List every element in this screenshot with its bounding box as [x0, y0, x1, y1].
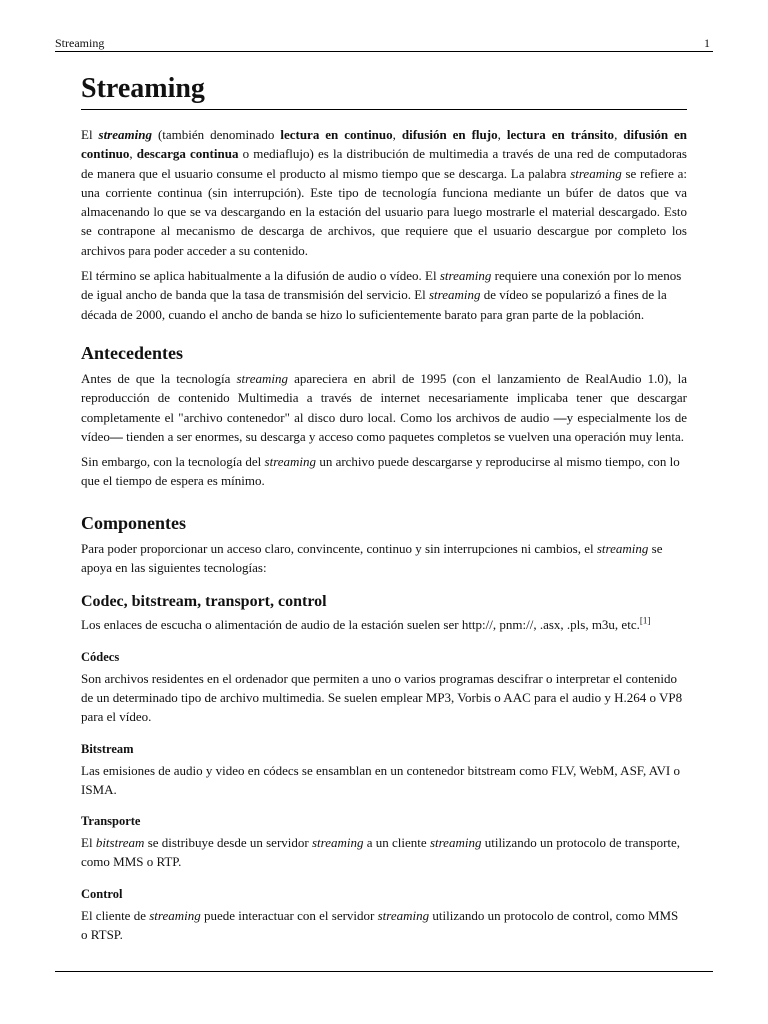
- italic-term: bitstream: [95, 835, 145, 851]
- bold-term: —: [109, 428, 123, 444]
- italic-term: streaming: [377, 907, 430, 923]
- footer-rule: [55, 971, 713, 972]
- intro-paragraph-2: El término se aplica habitualmente a la difusión de audio o vídeo. El streaming requiere una conexión por lo menos de igual ancho de banda que la tasa de transmisión del servicio. El streaming de vídeo se popularizó a fines de la década de 2000, cuando el ancho de banda se hizo lo suficientemente barato para gran parte de la población.: [81, 268, 682, 322]
- article-title: Streaming: [81, 72, 687, 110]
- italic-term: streaming: [264, 454, 317, 470]
- article-body: [81, 72, 687, 944]
- componentes-paragraph-1: Para poder proporcionar un acceso claro, convincente, continuo y sin interrupciones ni cambios, el streaming se apoya en las siguientes tecnologías:: [81, 540, 663, 576]
- bold-term: descarga continua: [136, 146, 239, 162]
- subsection-heading-codec: Codec, bitstream, transport, control: [81, 593, 327, 611]
- running-header: [55, 36, 713, 51]
- bold-italic-term: streaming: [98, 127, 152, 142]
- italic-term: streaming: [429, 835, 482, 851]
- running-title: Streaming: [55, 36, 105, 50]
- section-heading-antecedentes: Antecedentes: [81, 342, 183, 363]
- codec-paragraph: Los enlaces de escucha o alimentación de audio de la estación suelen ser http://, pnm://, .asx, .pls, m3u, etc.[1]: [81, 616, 651, 633]
- italic-term: streaming: [439, 268, 492, 284]
- section-heading-componentes: Componentes: [81, 512, 187, 533]
- italic-term: streaming: [311, 835, 364, 851]
- heading-codecs: Códecs: [81, 649, 120, 664]
- italic-term: streaming: [429, 287, 481, 303]
- bold-term: difusión en flujo: [401, 127, 498, 142]
- header-rule: [55, 51, 713, 52]
- heading-transporte: Transporte: [81, 814, 141, 829]
- bold-term: lectura en continuo: [280, 127, 393, 142]
- codecs-paragraph: Son archivos residentes en el ordenador que permiten a uno o varios programas descifrar o interpretar el contenido de un determinado tipo de archivo multimedia. Se suelen emplear MP3, Vorbis o AAC para el audio y H.264 o VP8 para el vídeo.: [81, 670, 683, 725]
- italic-term: streaming: [570, 165, 622, 181]
- heading-control: Control: [81, 886, 123, 901]
- antecedentes-paragraph-1: Antes de que la tecnología streaming apareciera en abril de 1995 (con el lanzamiento de RealAudio 1.0), la reproducción de contenido Multimedia a través de internet necesariamente implicaba tener que descargar completamente el "archivo contenedor" al disco duro local. Como los archivos de audio —y especialmente los de vídeo— tienden a ser enormes, su descarga y acceso como paquetes completos se vuelven una operación muy lenta.: [81, 370, 687, 444]
- bitstream-paragraph: Las emisiones de audio y video en códecs se ensamblan en un contenedor bitstream como FLV, WebM, ASF, AVI o ISMA.: [81, 762, 680, 797]
- heading-bitstream: Bitstream: [81, 741, 134, 756]
- italic-term: streaming: [596, 540, 649, 556]
- reference-marker: [1]: [639, 616, 651, 627]
- page-number: 1: [704, 36, 710, 50]
- italic-term: streaming: [236, 370, 289, 386]
- italic-term: streaming: [149, 907, 201, 923]
- bold-term: lectura en tránsito: [506, 127, 615, 142]
- control-paragraph: El cliente de streaming puede interactuar con el servidor streaming utilizando un protocolo de control, como MMS o RTSP.: [81, 907, 679, 943]
- transporte-paragraph: El bitstream se distribuye desde un servidor streaming a un cliente streaming utilizando un protocolo de transporte, como MMS o RTP.: [81, 835, 681, 870]
- bold-term: —: [553, 409, 567, 425]
- intro-paragraph-1: El streaming (también denominado lectura en continuo, difusión en flujo, lectura en tránsito, difusión en continuo, descarga continua o mediaflujo) es la distribución de multimedia a través de una red de computadoras de manera que el usuario consume el producto al mismo tiempo que se descarga. La palabra streaming se refiere a: una corriente continua (sin interrupción). Este tipo de tecnología funciona mediante un búfer de datos que va almacenando lo que se va descargando en la estación del usuario para luego mostrarle el material descargado. Esto se contrapone al mecanismo de descarga de archivos, que requiere que el usuario descargue por completo los archivos para poder acceder a su contenido.: [81, 127, 688, 258]
- bold-term: difusión en continuo: [81, 127, 688, 162]
- antecedentes-paragraph-2: Sin embargo, con la tecnología del streaming un archivo puede descargarse y reproducirse al mismo tiempo, con lo que el tiempo de espera es mínimo.: [81, 454, 680, 489]
